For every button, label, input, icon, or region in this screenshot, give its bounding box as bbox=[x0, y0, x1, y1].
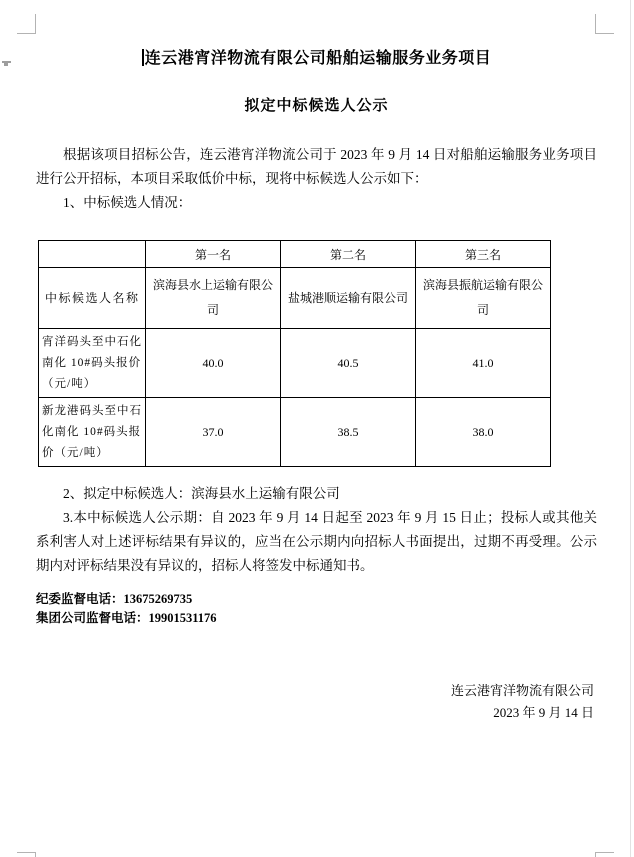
document-subtitle: 拟定中标候选人公示 bbox=[244, 98, 389, 114]
table-header-cell-first: 第一名 bbox=[146, 241, 281, 268]
table-row-candidate-names bbox=[39, 268, 551, 329]
supervision-contacts bbox=[36, 590, 597, 628]
text-cursor bbox=[142, 49, 144, 66]
price-cell: 37.0 bbox=[146, 398, 281, 467]
document-title bbox=[36, 48, 597, 70]
table-header-cell-third: 第三名 bbox=[416, 241, 551, 268]
price-cell: 38.0 bbox=[416, 398, 551, 467]
document-title-text: 连云港宵洋物流有限公司船舶运输服务业务项目 bbox=[144, 50, 492, 67]
margin-crop-mark-bottom-right bbox=[595, 852, 614, 857]
price-cell: 38.5 bbox=[281, 398, 416, 467]
candidate-name-cell: 盐城港顺运输有限公司 bbox=[281, 268, 416, 329]
candidate-name-cell: 滨海县振航运输有限公司 bbox=[416, 268, 551, 329]
document-content bbox=[36, 0, 597, 724]
table-row-price-xinlonggang bbox=[39, 398, 551, 467]
table-header-cell-second: 第二名 bbox=[281, 241, 416, 268]
margin-crop-mark-top-right bbox=[595, 14, 614, 34]
indent-marker-icon bbox=[2, 61, 12, 67]
signature-company: 连云港宵洋物流有限公司 bbox=[450, 683, 594, 698]
item-3-paragraph: 3.本中标候选人公示期：自 2023 年 9 月 14 日起至 2023 年 9 月 15 日止；投标人或其他关系利害人对上述评标结果有异议的，应当在公示期内向招标人书面提出，过期不再受理。公示期内对评标结果没有异议的，招标人将签发中标通知书。 bbox=[36, 510, 597, 573]
signature-date: 2023 年 9 月 14 日 bbox=[493, 705, 594, 720]
price-cell: 41.0 bbox=[416, 329, 551, 398]
bid-candidates-table bbox=[38, 240, 551, 467]
group-phone-line: 集团公司监督电话：19901531176 bbox=[36, 611, 217, 625]
page-edge-divider bbox=[630, 0, 631, 857]
row-label-cell: 新龙港码头至中石化南化 10#码头报价（元/吨） bbox=[39, 398, 146, 467]
price-cell: 40.0 bbox=[146, 329, 281, 398]
table-header-row bbox=[39, 241, 551, 268]
candidate-name-cell: 滨海县水上运输有限公司 bbox=[146, 268, 281, 329]
row-label-cell: 宵洋码头至中石化南化 10#码头报价（元/吨） bbox=[39, 329, 146, 398]
price-cell: 40.5 bbox=[281, 329, 416, 398]
discipline-phone-line: 纪委监督电话：13675269735 bbox=[36, 592, 193, 606]
margin-crop-mark-top-left bbox=[17, 14, 36, 34]
margin-crop-mark-bottom-left bbox=[17, 852, 36, 857]
intro-paragraph: 根据该项目招标公告，连云港宵洋物流公司于 2023 年 9 月 14 日对船舶运输服务业务项目进行公开招标，本项目采取低价中标，现将中标候选人公示如下： bbox=[36, 147, 597, 186]
signature-block bbox=[36, 680, 597, 724]
row-label-cell: 中标候选人名称 bbox=[39, 268, 146, 329]
table-row-price-xiaoyang bbox=[39, 329, 551, 398]
item-1-line: 1、中标候选人情况： bbox=[63, 195, 192, 210]
table-header-cell-empty bbox=[39, 241, 146, 268]
item-2-line: 2、拟定中标候选人：滨海县水上运输有限公司 bbox=[63, 486, 340, 501]
